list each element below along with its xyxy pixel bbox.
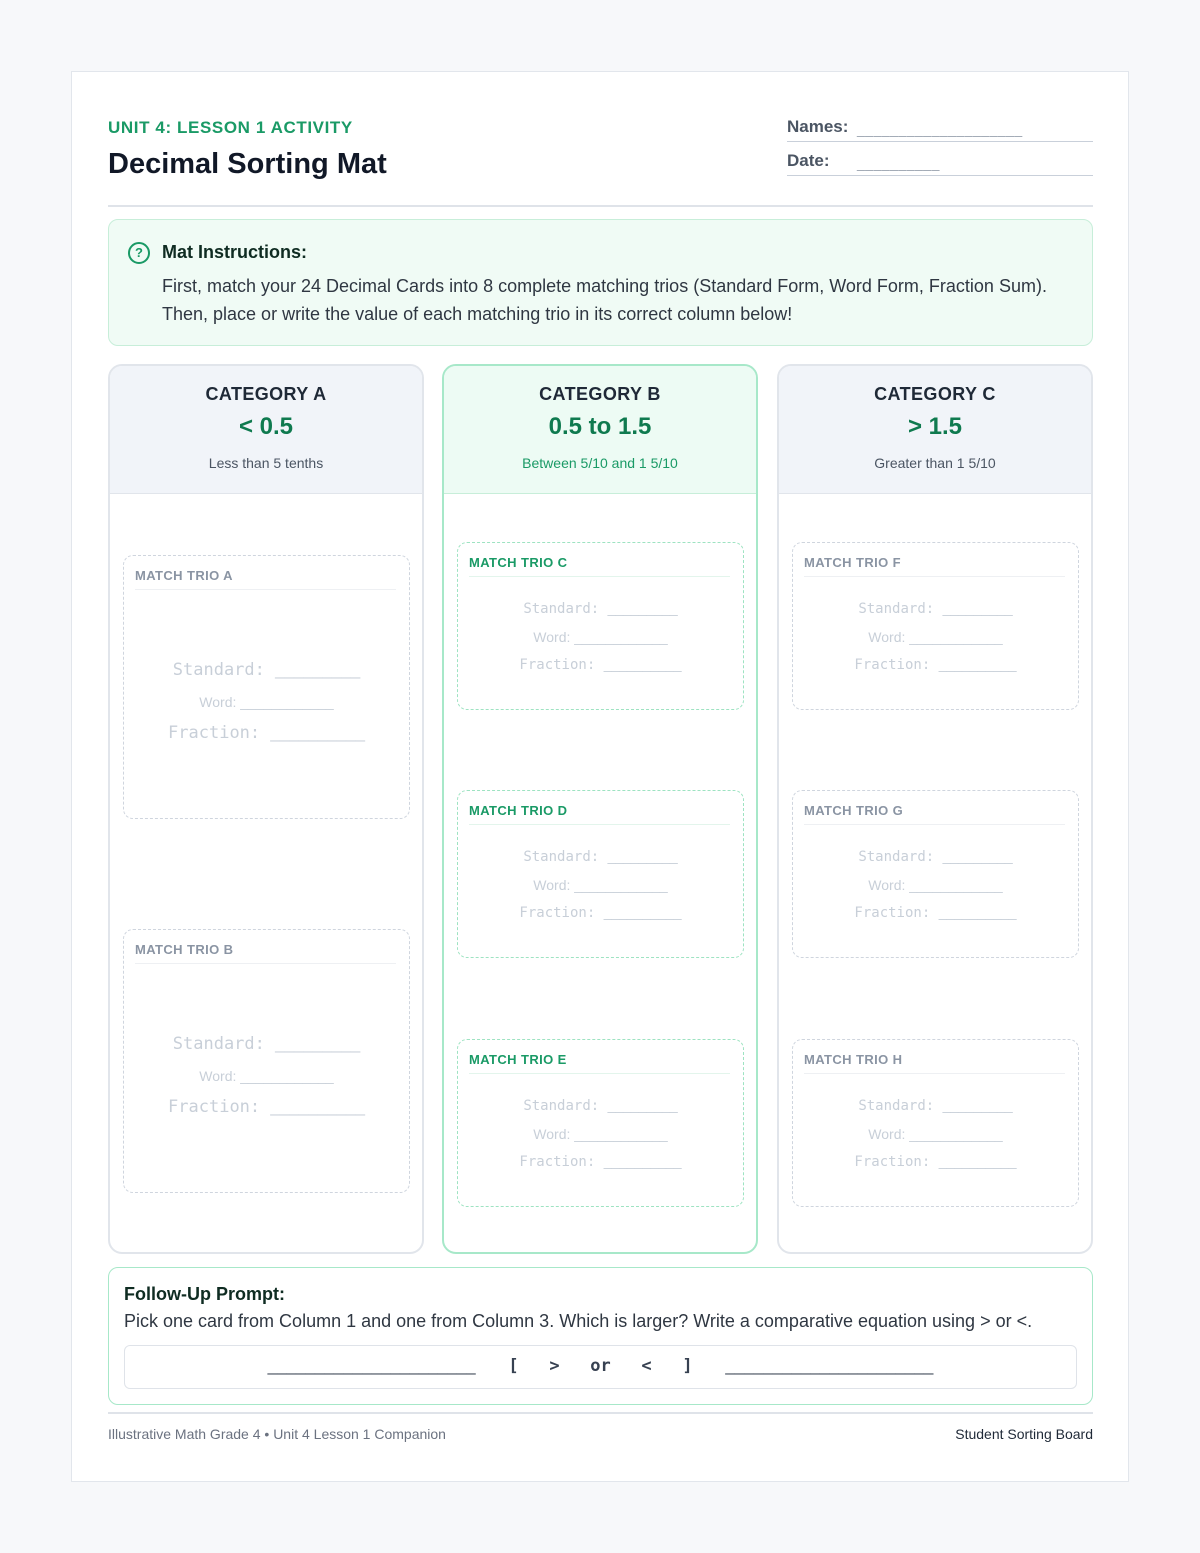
category-range: < 0.5 [238, 413, 294, 440]
lesson-eyebrow: UNIT 4: LESSON 1 ACTIVITY [108, 118, 353, 137]
date-label: Date: [787, 151, 830, 170]
trio-label: MATCH TRIO G [804, 803, 1065, 825]
trio-label: MATCH TRIO H [804, 1052, 1065, 1074]
trio-label: MATCH TRIO D [469, 803, 730, 825]
instructions-body: First, match your 24 Decimal Cards into 8 complete matching trios (Standard Form, Word Form, Fraction Sum). Then, place or write the value of each matching trio in its correct column below! [162, 276, 1047, 324]
standard-field[interactable]: Standard: _________ [858, 848, 1013, 865]
follow-up-heading: Follow-Up Prompt: [124, 1284, 285, 1304]
standard-field[interactable]: Standard: _________ [172, 1034, 361, 1054]
column-header [110, 366, 422, 494]
category-description: Greater than 1 5/10 [874, 455, 996, 471]
worksheet-page [71, 71, 1129, 1482]
standard-field[interactable]: Standard: _________ [172, 660, 361, 680]
fraction-field[interactable]: Fraction: __________ [168, 1097, 365, 1117]
header-divider [108, 205, 1093, 207]
date-line: __________ [857, 155, 940, 171]
date-field[interactable] [787, 142, 1093, 176]
match-trio-f[interactable] [792, 542, 1079, 710]
trio-label: MATCH TRIO A [135, 568, 396, 590]
category-range: > 1.5 [907, 413, 963, 440]
right-blank: ______________________ [725, 1356, 934, 1375]
match-trio-a[interactable] [123, 555, 410, 819]
fraction-field[interactable]: Fraction: __________ [168, 723, 365, 743]
fraction-field[interactable]: Fraction: __________ [854, 1153, 1017, 1170]
fraction-field[interactable]: Fraction: __________ [519, 904, 682, 921]
question-circle-icon: ? [128, 242, 150, 264]
fraction-field[interactable]: Fraction: __________ [519, 656, 682, 673]
category-column-a [108, 364, 424, 1254]
trio-label: MATCH TRIO B [135, 942, 396, 964]
footer-right: Student Sorting Board [955, 1426, 1093, 1442]
column-header [444, 366, 756, 494]
match-trio-c[interactable] [457, 542, 744, 710]
footer-left: Illustrative Math Grade 4 • Unit 4 Lesson 1 Companion [108, 1426, 446, 1442]
fraction-field[interactable]: Fraction: __________ [854, 656, 1017, 673]
left-blank: ______________________ [267, 1356, 476, 1375]
fraction-field[interactable]: Fraction: __________ [519, 1153, 682, 1170]
standard-field[interactable]: Standard: _________ [523, 600, 678, 617]
follow-up-box [108, 1267, 1093, 1405]
trio-label: MATCH TRIO C [469, 555, 730, 577]
standard-field[interactable]: Standard: _________ [858, 600, 1013, 617]
trio-label: MATCH TRIO E [469, 1052, 730, 1074]
word-field[interactable]: Word: ____________ [868, 629, 1003, 645]
standard-field[interactable]: Standard: _________ [523, 848, 678, 865]
column-header [779, 366, 1091, 494]
trio-label: MATCH TRIO F [804, 555, 1065, 577]
word-field[interactable]: Word: ____________ [868, 877, 1003, 893]
word-field[interactable]: Word: ____________ [199, 1068, 334, 1084]
names-label: Names: [787, 117, 849, 136]
category-title: CATEGORY A [205, 384, 327, 404]
page-title: Decimal Sorting Mat [108, 148, 387, 180]
footer-divider [108, 1412, 1093, 1414]
category-column-b [442, 364, 758, 1254]
category-column-c [777, 364, 1093, 1254]
match-trio-e[interactable] [457, 1039, 744, 1207]
category-description: Less than 5 tenths [208, 455, 324, 471]
follow-up-prompt: Pick one card from Column 1 and one from Column 3. Which is larger? Write a comparative equation using > or <. [124, 1311, 1033, 1331]
names-line: ____________________ [857, 121, 1023, 137]
match-trio-d[interactable] [457, 790, 744, 958]
fraction-field[interactable]: Fraction: __________ [854, 904, 1017, 921]
match-trio-g[interactable] [792, 790, 1079, 958]
word-field[interactable]: Word: ____________ [199, 694, 334, 710]
category-title: CATEGORY B [539, 384, 661, 404]
standard-field[interactable]: Standard: _________ [858, 1097, 1013, 1114]
comparison-choices: [ > or < ] [508, 1356, 693, 1376]
instructions-heading: Mat Instructions: [162, 242, 308, 262]
names-field[interactable] [787, 108, 1093, 142]
standard-field[interactable]: Standard: _________ [523, 1097, 678, 1114]
student-info [787, 108, 1093, 176]
category-title: CATEGORY C [874, 384, 996, 404]
category-range: 0.5 to 1.5 [548, 413, 652, 440]
word-field[interactable]: Word: ____________ [533, 1126, 668, 1142]
match-trio-h[interactable] [792, 1039, 1079, 1207]
word-field[interactable]: Word: ____________ [533, 629, 668, 645]
word-field[interactable]: Word: ____________ [868, 1126, 1003, 1142]
instructions-box [108, 219, 1093, 346]
category-description: Between 5/10 and 1 5/10 [522, 455, 678, 471]
comparison-answer-field[interactable] [124, 1345, 1077, 1389]
match-trio-b[interactable] [123, 929, 410, 1193]
word-field[interactable]: Word: ____________ [533, 877, 668, 893]
